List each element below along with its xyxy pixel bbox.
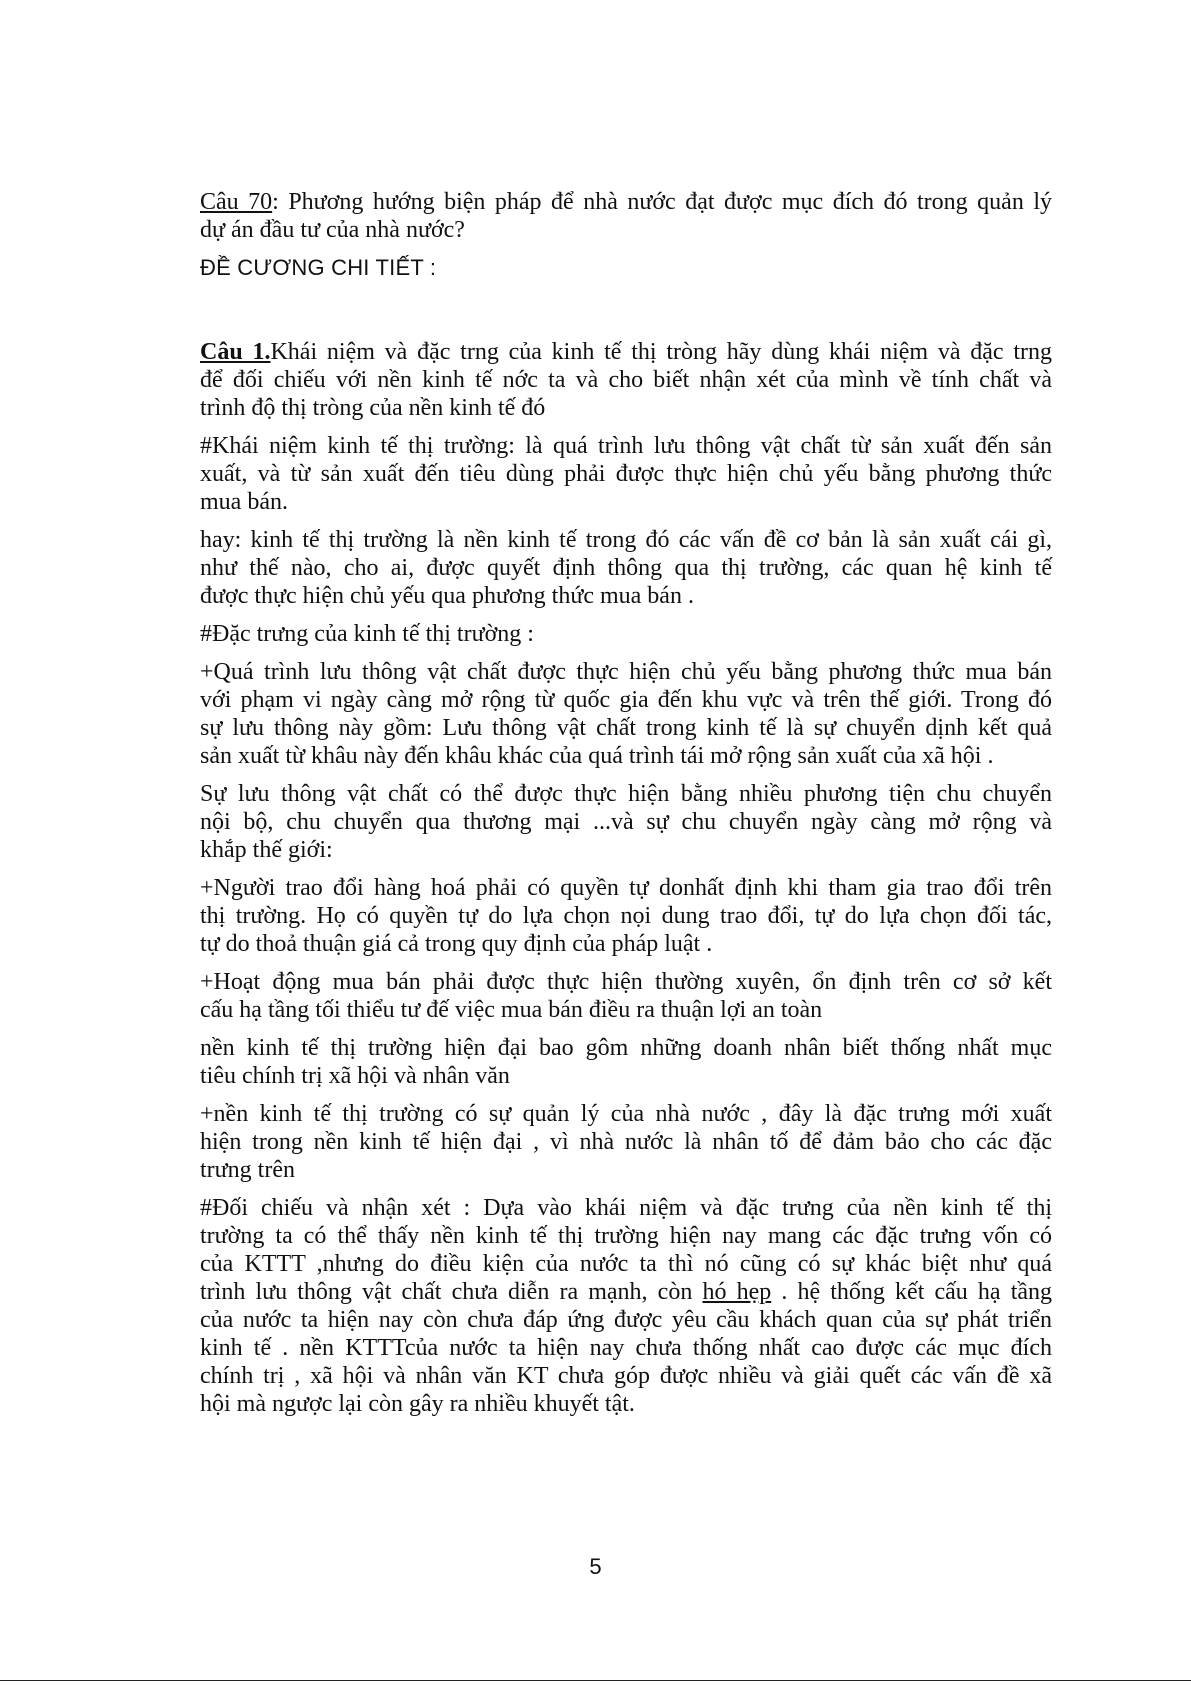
paragraph-circulation [200,658,1052,770]
paragraph-line: #Đối chiếu và nhận xét : Dựa vào khái niệm và đặc trưng của nền kinh tế thị [200,1195,1052,1221]
paragraph-line: +Người trao đổi hàng hoá phải có quyền tự donhất định khi tham gia trao đổi trên [200,875,1052,901]
paragraph-comparison [200,1194,1052,1418]
paragraph-state-management [200,1100,1052,1184]
paragraph-activity [200,968,1052,1024]
paragraph-freedom [200,874,1052,958]
question-70 [200,188,1052,244]
paragraph-modern-economy [200,1034,1052,1090]
paragraph-line: Sự lưu thông vật chất có thể được thực hiện bằng nhiều phương tiện chu chuyển [200,781,1052,807]
paragraph-line: chính trị , xã hội và nhân văn KT chưa góp được nhiều và giải quết các vấn đề xã [200,1363,1052,1389]
paragraph-line: được thực hiện chủ yếu qua phương thức mua bán . [200,583,694,609]
paragraph-line: trường ta có thể thấy nền kinh tế thị trường hiện nay mang các đặc trưng vốn có [200,1223,1052,1249]
paragraph-line: như thế nào, cho ai, được quyết định thông qua thị trường, các quan hệ kinh tế [200,555,1052,581]
paragraph-concept [200,432,1052,516]
question-1-text-line-1: Khái niệm và đặc trng của kinh tế thị tròng hãy dùng khái niệm và đặc trng [270,339,1053,365]
paragraph-line: nền kinh tế thị trường hiện đại bao gôm những doanh nhân biết thống nhất mục [200,1035,1052,1061]
paragraph-line: trưng trên [200,1157,295,1183]
paragraph-line: tiêu chính trị xã hội và nhân văn [200,1063,510,1089]
paragraph-line: của KTTT ,nhưng do điều kiện của nước ta thì nó cũng có sự khác biệt như quá [200,1251,1052,1277]
paragraph-line: +Quá trình lưu thông vật chất được thực hiện chủ yếu bằng phương thức mua bán [200,659,1052,685]
paragraph-line: hiện trong nền kinh tế hiện đại , vì nhà nước là nhân tố để đảm bảo cho các đặc [200,1129,1052,1155]
paragraph-line: xuất, và từ sản xuất đến tiêu dùng phải được thực hiện chủ yếu bằng phương thức [200,461,1052,487]
page-content [200,188,1052,1428]
question-1 [200,338,1052,422]
paragraph-alt-definition [200,526,1052,610]
paragraph-line: với phạm vi ngày càng mở rộng từ quốc gia đến khu vực và trên thế giới. Trong đó [200,687,1052,713]
question-1-text-line-3: trình độ thị tròng của nền kinh tế đó [200,395,546,421]
outline-heading: ĐỀ CƯƠNG CHI TIẾT : [200,255,437,280]
paragraph-line: khắp thế giới: [200,837,333,863]
paragraph-line: mua bán. [200,489,288,515]
paragraph-line: nội bộ, chu chuyển qua thương mại ...và sự chu chuyển ngày càng mở rộng và [200,809,1052,835]
comparison-line-4-end: . hệ thống kết cấu hạ tầng [781,1279,1053,1305]
paragraph-characteristics-heading [200,620,1052,648]
paragraph-line: #Khái niệm kinh tế thị trường: là quá trình lưu thông vật chất từ sản xuất đến sản [200,433,1052,459]
paragraph-line: +nền kinh tế thị trường có sự quản lý của nhà nước , đây là đặc trưng mới xuất [200,1101,1052,1127]
paragraph-line [200,1278,1052,1306]
paragraph-line: sản xuất từ khâu này đến khâu khác của quá trình tái mở rộng sản xuất của xã hội . [200,743,994,769]
paragraph-line: #Đặc trưng của kinh tế thị trường : [200,621,534,647]
paragraph-means [200,780,1052,864]
question-70-label: Câu 70 [200,189,273,215]
question-70-text-line-1: : Phương hướng biện pháp để nhà nước đạt được mục đích đó trong quản lý [272,189,1052,215]
paragraph-line: tự do thoả thuận giá cả trong quy định của pháp luật . [200,931,713,957]
underlined-phrase: hó hẹp [702,1279,772,1305]
paragraph-line: kinh tế . nền KTTTcủa nước ta hiện nay chưa thống nhất cao được các mục đích [200,1335,1052,1361]
page-number: 5 [589,1554,602,1579]
section-spacer [200,292,1052,338]
question-1-text-line-2: để đối chiếu với nền kinh tế nớc ta và cho biết nhận xét của mình về tính chất và [200,367,1052,393]
paragraph-line: của nước ta hiện nay còn chưa đáp ứng được yêu cầu khách quan của sự phát triển [200,1307,1052,1333]
bottom-rule-divider [0,1680,1191,1681]
paragraph-line: cấu hạ tầng tối thiểu tư đế việc mua bán điều ra thuận lợi an toàn [200,997,823,1023]
paragraph-line: hay: kinh tế thị trường là nền kinh tế trong đó các vấn đề cơ bản là sản xuất cái gì, [200,527,1052,553]
paragraph-line: +Hoạt động mua bán phải được thực hiện thường xuyên, ổn định trên cơ sở kết [200,969,1052,995]
paragraph-line: hội mà ngược lại còn gây ra nhiều khuyết tật. [200,1391,635,1417]
paragraph-line: sự lưu thông này gồm: Lưu thông vật chất trong kinh tế là sự chuyển dịnh kết quả [200,715,1052,741]
question-1-label: Câu 1. [200,339,271,365]
paragraph-line: thị trường. Họ có quyền tự do lựa chọn nọi dung trao đổi, tự do lựa chọn đối tác, [200,903,1052,929]
comparison-line-4-start: trình lưu thông vật chất chưa diễn ra mạnh, còn [200,1279,703,1305]
question-70-text-line-2: dự án đầu tư của nhà nước? [200,217,465,243]
